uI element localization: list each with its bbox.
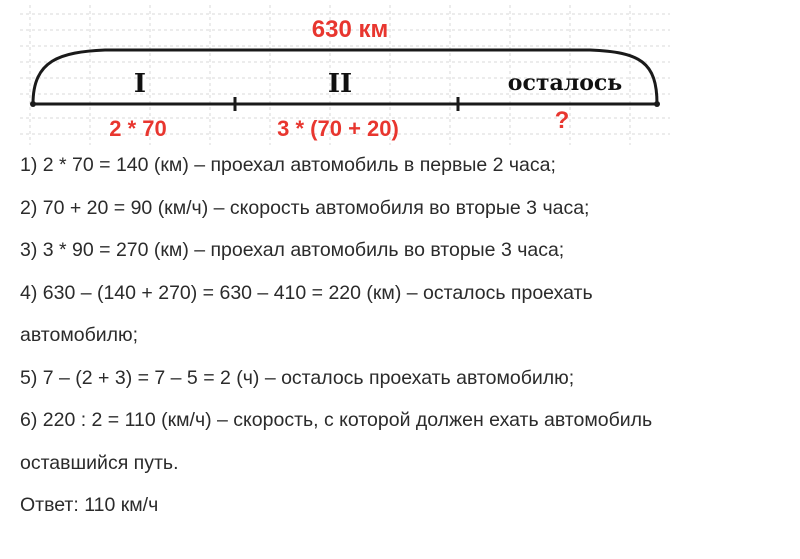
segment-1-expression: 2 * 70 xyxy=(109,116,167,141)
solution-step-1: 1) 2 * 70 = 140 (км) – проехал автомобиль в первые 2 часа; xyxy=(20,154,556,176)
solution-text xyxy=(20,144,790,527)
solution-step-2: 2) 70 + 20 = 90 (км/ч) – скорость автомобиля во вторые 3 часа; xyxy=(20,196,590,219)
segment-2-expression: 3 * (70 + 20) xyxy=(277,116,399,141)
start-point xyxy=(30,101,36,107)
solution-step-4: 4) 630 – (140 + 270) = 630 – 410 = 220 (км) – осталось проехать xyxy=(20,281,593,304)
end-point xyxy=(654,101,660,107)
solution-step-6: 6) 220 : 2 = 110 (км/ч) – скорость, с которой должен ехать автомобиль xyxy=(20,409,653,431)
segment-3-expression: ? xyxy=(554,107,570,134)
total-distance-label: 630 км xyxy=(311,16,389,43)
solution-step-4-continued: автомобилю; xyxy=(20,324,139,346)
answer-line: Ответ: 110 км/ч xyxy=(20,494,159,516)
solution-step-5: 5) 7 – (2 + 3) = 7 – 5 = 2 (ч) – осталось проехать автомобилю; xyxy=(20,366,575,389)
segment-3-label: осталось xyxy=(507,70,623,96)
solution-step-6-continued: оставшийся путь. xyxy=(20,451,179,474)
segment-1-label: I xyxy=(133,69,147,99)
distance-diagram xyxy=(0,0,800,150)
segment-2-label: II xyxy=(327,69,353,99)
solution-step-3: 3) 3 * 90 = 270 (км) – проехал автомобиль во вторые 3 часа; xyxy=(20,239,565,261)
